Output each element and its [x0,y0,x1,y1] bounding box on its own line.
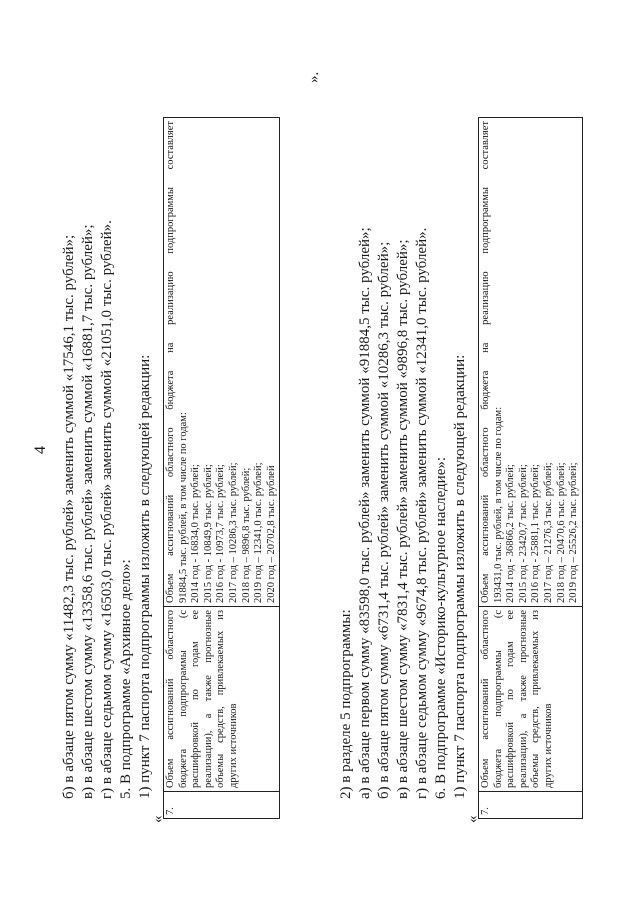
paragraph-line: б) в абзаце пятом сумму «11482,3 тыс. рублей» заменить суммой «17546,1 тыс. рублей»; [61,234,77,799]
value-line: Объем ассигнований областного бюджета на реализацию подпрограммы составляет [165,121,176,603]
value-line: 2018 год – 9896,8 тыс. рублей; [240,467,252,603]
value-line: 2015 год - 10849,9 тыс. рублей; [202,464,214,603]
table-row [164,118,280,819]
paragraph-line: в) в абзаце шестом сумму «13358,6 тыс. рублей» заменить суммой «16881,7 тыс. рублей»; [80,224,96,799]
paragraph-line: а) в абзаце первом сумму «83598,0 тыс. рублей» заменить суммой «91884,5 тыс. рублей»; [357,227,373,799]
value-line: Объем ассигнований областного бюджета на реализацию подпрограммы составляет [480,121,491,603]
value-line: 2017 год – 10286,3 тыс. рублей; [227,462,239,603]
paragraph-line: 1) пункт 7 паспорта подпрограммы изложить в следующей редакции: [452,354,468,799]
section-heading: 6. В подпрограмме «Историко-культурное наследие»: [433,456,449,799]
row-label: Объем ассигнований областного бюджета подпрограммы (с расшифровкой по годам ее реализации), а также прогнозные объемы средств, привлекаемых из других источников [164,607,280,792]
value-line: 2015 год - 23420,7 тыс. рублей; [517,464,529,603]
passport-table-archive [163,117,280,819]
row-value [164,118,280,607]
paragraph-line: в) в абзаце шестом сумму «7831,4 тыс. рублей» заменить суммой «9896,8 тыс. рублей»; [395,239,411,799]
row-label: Объем ассигнований областного бюджета подпрограммы (с расшифровкой по годам ее реализации), а также прогнозные объемы средств, привлекаемых из других источников [479,607,583,792]
paragraph-line: 2) в разделе 5 подпрограммы: [338,609,354,799]
close-quote-mark: ». [306,71,322,83]
row-number: 7. [164,792,280,819]
table-row [479,118,583,819]
row-value [479,118,583,607]
row-number: 7. [479,792,583,819]
paragraph-line: г) в абзаце седьмом сумму «9674,8 тыс. рублей» заменить суммой «12341,0 тыс. рублей». [414,227,430,799]
paragraph-line: 1) пункт 7 паспорта подпрограммы изложить в следующей редакции: [137,354,153,799]
paragraph-line: г) в абзаце седьмом сумму «16503,0 тыс. рублей» заменить суммой «21051,0 тыс. рублей». [99,220,115,799]
open-quote-mark: « [150,815,166,823]
paragraph-line: б) в абзаце пятом сумму «6731,4 тыс. рублей» заменить суммой «10286,3 тыс. рублей»; [376,241,392,799]
value-line: 2014 год - 16834,0 тыс. рублей; [190,464,202,603]
value-line: 2016 год - 10973,7 тыс. рублей; [215,464,227,603]
value-line: 2019 год – 12341,0 тыс. рублей; [253,462,265,603]
value-line: 2018 год – 20470,6 тыс. рублей; [555,462,567,603]
value-line: 91884,5 тыс. рублей, в том числе по годам: [177,412,189,603]
open-quote-mark: « [465,815,481,823]
value-line: 2014 год - 36866,2 тыс. рублей; [505,464,517,603]
section-heading: 5. В подпрограмме «Архивное дело»: [118,559,134,799]
value-line: 2016 год - 25881,1 тыс. рублей; [530,464,542,603]
value-line: 2017 год – 21276,3 тыс. рублей; [542,462,554,603]
page-number: 4 [32,446,49,454]
value-line: 2019 год – 25526,2 тыс. рублей; [568,462,580,603]
value-line: 2020 год – 20702,8 тыс. рублей [265,465,277,603]
passport-table-heritage [478,117,583,819]
value-line: 193431,0 тыс. рублей, в том числе по годам: [492,406,504,603]
